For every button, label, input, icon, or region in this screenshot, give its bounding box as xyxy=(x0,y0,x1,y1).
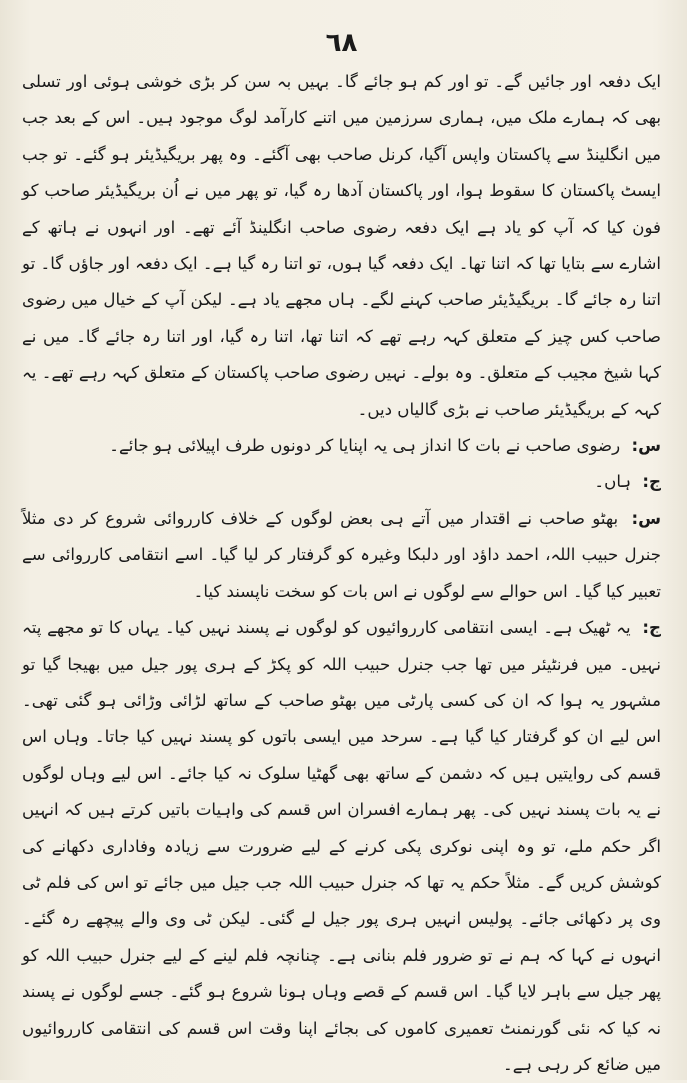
paragraph-answer xyxy=(22,610,661,1083)
question-label: س: xyxy=(631,508,661,528)
paragraph-question xyxy=(22,501,661,610)
body-text xyxy=(22,64,661,1083)
paragraph-answer xyxy=(22,464,661,500)
question-label: س: xyxy=(631,436,661,456)
page-number: ٦٨ xyxy=(325,28,358,58)
paragraph-question xyxy=(22,428,661,464)
question-text: رضوی صاحب نے بات کا انداز ہی یہ اپنایا کر دونوں طرف اپیلائی ہو جائے۔ xyxy=(109,436,621,456)
paragraph-text: ایک دفعہ اور جائیں گے۔ تو اور کم ہو جائے گا۔ بہیں بہ سن کر بڑی خوشی ہوئی اور تسلی بھی کہ ہمارے ملک میں، ہماری سرزمین میں اتنے کارآمد لوگ موجود ہیں۔ اس کے بعد جب میں انگلینڈ سے پاکستان واپس آگیا، کرنل صاحب بھی آگئے۔ وہ پھر بریگیڈیئر ہو گئے۔ تو جب ایسٹ پاکستان کا سقوط ہوا، اور پاکستان آدھا رہ گیا، تو پھر میں نے اُن بریگیڈیئر صاحب کو فون کیا کہ آپ کو یاد ہے ایک دفعہ رضوی صاحب انگلینڈ آئے تھے۔ اور انہوں نے ہاتھ کے اشارے سے بتایا تھا کہ اتنا تھا۔ ایک دفعہ گیا ہوں، تو اتنا رہ گیا ہے۔ ایک دفعہ اور جاؤں گا۔ تو اتنا رہ جائے گا۔ بریگیڈیئر صاحب کہنے لگے۔ ہاں مجھے یاد ہے۔ لیکن آپ کے خیال میں رضوی صاحب کس چیز کے متعلق کہہ رہے تھے کہ اتنا تھا، اتنا رہ گیا، اور اتنا رہ جائے گا۔ میں نے کہا شیخ مجیب کے متعلق۔ وہ بولے۔ نہیں رضوی صاحب پاکستان کے متعلق کہہ رہے تھے۔ یہ کہہ کے بریگیڈیئر صاحب نے بڑی گالیاں دیں۔ xyxy=(22,72,661,419)
answer-label: ج: xyxy=(642,472,661,492)
answer-text: ہاں۔ xyxy=(594,472,632,492)
answer-label: ج: xyxy=(642,618,661,638)
paragraph-narrative xyxy=(22,64,661,428)
question-text: بھٹو صاحب نے اقتدار میں آتے ہی بعض لوگوں کے خلاف کارروائی شروع کر دی مثلاً جنرل حبیب اللہ، احمد داؤد اور دلبکا وغیرہ کو گرفتار کر لیا گیا۔ اسے انتقامی کارروائی سے تعبیر کیا گیا۔ اس حوالے سے لوگوں نے اس بات کو سخت ناپسند کیا۔ xyxy=(22,508,661,601)
answer-text: یہ ٹھیک ہے۔ ایسی انتقامی کارروائیوں کو لوگوں نے پسند نہیں کیا۔ یہاں کا تو مجھے پتہ نہیں۔ میں فرنٹیئر میں تھا جب جنرل حبیب اللہ کو پکڑ کے ہری پور جیل میں بھیجا گیا تو مشہور یہ ہوا کہ ان کی کسی پارٹی میں بھٹو صاحب کے ساتھ لڑائی وڑائی ہو گئی تھی۔ اس لیے ان کو گرفتار کیا گیا ہے۔ سرحد میں ایسی باتوں کو پسند نہیں کیا جاتا۔ وہاں اس قسم کی روایتیں ہیں کہ دشمن کے ساتھ بھی گھٹیا سلوک نہ کیا جائے۔ اس لیے وہاں لوگوں نے یہ بات پسند نہیں کی۔ پھر ہمارے افسران اس قسم کی واہیات باتیں کرتے ہیں کہ انہیں اگر حکم ملے، تو وہ اپنی نوکری پکی کرنے کے لیے ضرورت سے زیادہ وفاداری دکھانے کی کوشش کریں گے۔ مثلاً حکم یہ تھا کہ جنرل حبیب اللہ جب جیل میں جائے تو اس کی فلم ٹی وی پر دکھائی جائے۔ پولیس انہیں ہری پور جیل لے گئی۔ لیکن ٹی وی والے پیچھے رہ گئے۔ انہوں نے کہا کہ ہم نے تو ضرور فلم بنانی ہے۔ چنانچہ فلم لینے کے لیے جنرل حبیب اللہ کو پھر جیل سے باہر لایا گیا۔ اس قسم کے قصے وہاں ہونا شروع ہو گئے۔ جسے لوگوں نے پسند نہ کیا کہ نئی گورنمنٹ تعمیری کاموں کی بجائے اپنا وقت اس قسم کی انتقامی کارروائیوں میں ضائع کر رہی ہے۔ xyxy=(22,618,661,1074)
